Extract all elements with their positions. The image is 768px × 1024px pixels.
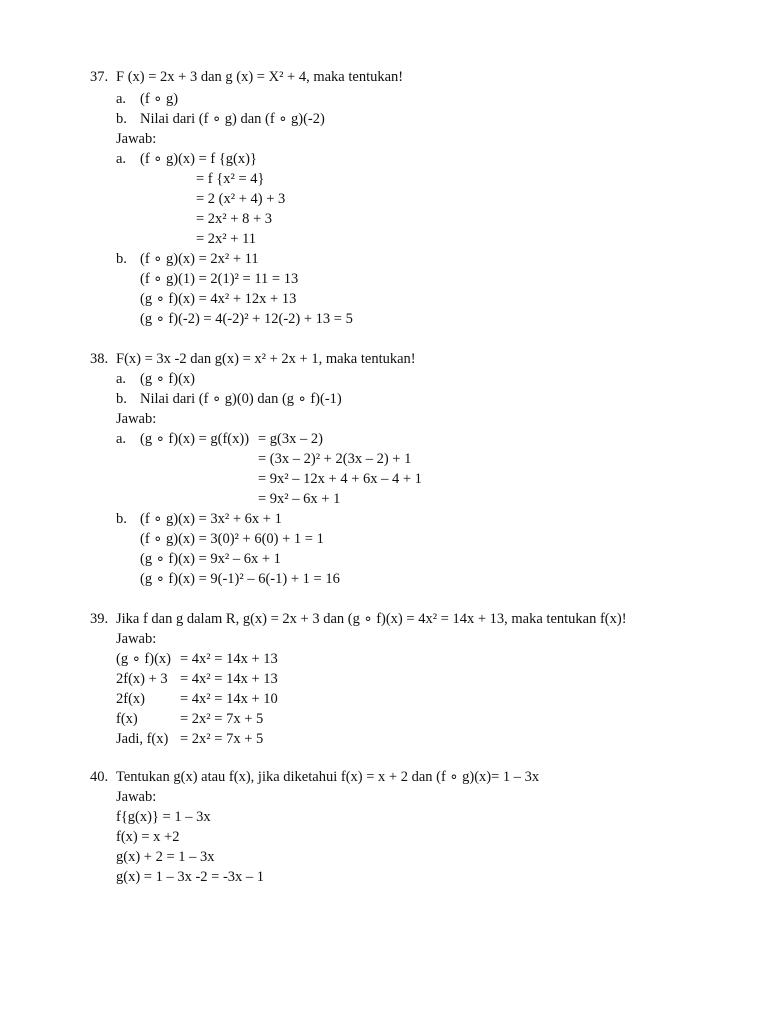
problem-38-answer-a-head-eq: = g(3x – 2) <box>258 431 323 447</box>
problem-38-item-b-label: b. <box>116 391 127 407</box>
problem-38-answer-b-line: (f ∘ g)(x) = 3(0)² + 6(0) + 1 = 1 <box>140 531 324 547</box>
problem-39-row-left: Jadi, f(x) <box>116 731 169 747</box>
problem-39-row-right: = 4x² = 14x + 10 <box>180 691 278 707</box>
problem-38-answer-b-line: (g ∘ f)(x) = 9x² – 6x + 1 <box>140 551 281 567</box>
problem-37-answer-a-step: = 2 (x² + 4) + 3 <box>196 191 286 207</box>
problem-38-answer-a-step: = 9x² – 12x + 4 + 6x – 4 + 1 <box>258 471 422 487</box>
problem-39-row-right: = 4x² = 14x + 13 <box>180 651 278 667</box>
problem-40-line: g(x) + 2 = 1 – 3x <box>116 849 215 865</box>
problem-37-answer-a-step: = 2x² + 8 + 3 <box>196 211 273 227</box>
problem-38-answer-b-label: b. <box>116 511 127 527</box>
problem-37-question: F (x) = 2x + 3 dan g (x) = X² + 4, maka tentukan! <box>116 69 404 85</box>
problem-37-answer-b-line: (f ∘ g)(x) = 2x² + 11 <box>140 251 259 267</box>
problem-37-answer-b-line: (g ∘ f)(-2) = 4(-2)² + 12(-2) + 13 = 5 <box>140 311 353 327</box>
problem-38-item-a-label: a. <box>116 371 127 387</box>
problem-38-answer-a-head: (g ∘ f)(x) = g(f(x)) <box>140 431 250 447</box>
problem-37-item-b: Nilai dari (f ∘ g) dan (f ∘ g)(-2) <box>140 111 325 127</box>
problem-37-answer-a-step: = 2x² + 11 <box>196 231 257 247</box>
problem-40-number: 40. <box>90 769 109 785</box>
problem-37-jawab: Jawab: <box>116 131 157 147</box>
problem-38-jawab: Jawab: <box>116 411 157 427</box>
problem-39-row-left: (g ∘ f)(x) <box>116 651 171 667</box>
problem-38-answer-a-label: a. <box>116 431 127 447</box>
problem-37-item-a: (f ∘ g) <box>140 91 179 107</box>
problem-38-answer-b-line: (f ∘ g)(x) = 3x² + 6x + 1 <box>140 511 282 527</box>
problem-38-number: 38. <box>90 351 109 367</box>
problem-40-line: g(x) = 1 – 3x -2 = -3x – 1 <box>116 869 265 885</box>
problem-39-row-left: f(x) <box>116 711 138 727</box>
problem-37-answer-a-label: a. <box>116 151 127 167</box>
problem-38-item-b: Nilai dari (f ∘ g)(0) dan (g ∘ f)(-1) <box>140 391 342 407</box>
problem-38-answer-b-line: (g ∘ f)(x) = 9(-1)² – 6(-1) + 1 = 16 <box>140 571 340 587</box>
problem-40-question: Tentukan g(x) atau f(x), jika diketahui f(x) = x + 2 dan (f ∘ g)(x)= 1 – 3x <box>116 769 540 785</box>
problem-37-item-b-label: b. <box>116 111 127 127</box>
problem-37-answer-b-line: (g ∘ f)(x) = 4x² + 12x + 13 <box>140 291 297 307</box>
problem-39-question: Jika f dan g dalam R, g(x) = 2x + 3 dan (g ∘ f)(x) = 4x² = 14x + 13, maka tentukan f(x)! <box>116 611 627 627</box>
problem-38-answer-a-step: = 9x² – 6x + 1 <box>258 491 341 507</box>
problem-40-jawab: Jawab: <box>116 789 157 805</box>
problem-38-answer-a-step: = (3x – 2)² + 2(3x – 2) + 1 <box>258 451 412 467</box>
problem-39-number: 39. <box>90 611 109 627</box>
problem-37-answer-b-line: (f ∘ g)(1) = 2(1)² = 11 = 13 <box>140 271 299 287</box>
problem-37-number: 37. <box>90 69 109 85</box>
problem-39-row-right: = 2x² = 7x + 5 <box>180 731 264 747</box>
problem-37-answer-b-label: b. <box>116 251 127 267</box>
problem-37-item-a-label: a. <box>116 91 127 107</box>
problem-37-answer-a-head: (f ∘ g)(x) = f {g(x)} <box>140 151 257 167</box>
problem-39-row-left: 2f(x) <box>116 691 145 707</box>
problem-39-row-left: 2f(x) + 3 <box>116 671 168 687</box>
problem-40-line: f{g(x)} = 1 – 3x <box>116 809 211 825</box>
problem-38-question: F(x) = 3x -2 dan g(x) = x² + 2x + 1, maka tentukan! <box>116 351 416 367</box>
problem-39-jawab: Jawab: <box>116 631 157 647</box>
problem-39-row-right: = 2x² = 7x + 5 <box>180 711 264 727</box>
problem-37-answer-a-step: = f {x² = 4} <box>196 171 265 187</box>
problem-39-row-right: = 4x² = 14x + 13 <box>180 671 278 687</box>
problem-40-line: f(x) = x +2 <box>116 829 180 845</box>
problem-38-item-a: (g ∘ f)(x) <box>140 371 195 387</box>
